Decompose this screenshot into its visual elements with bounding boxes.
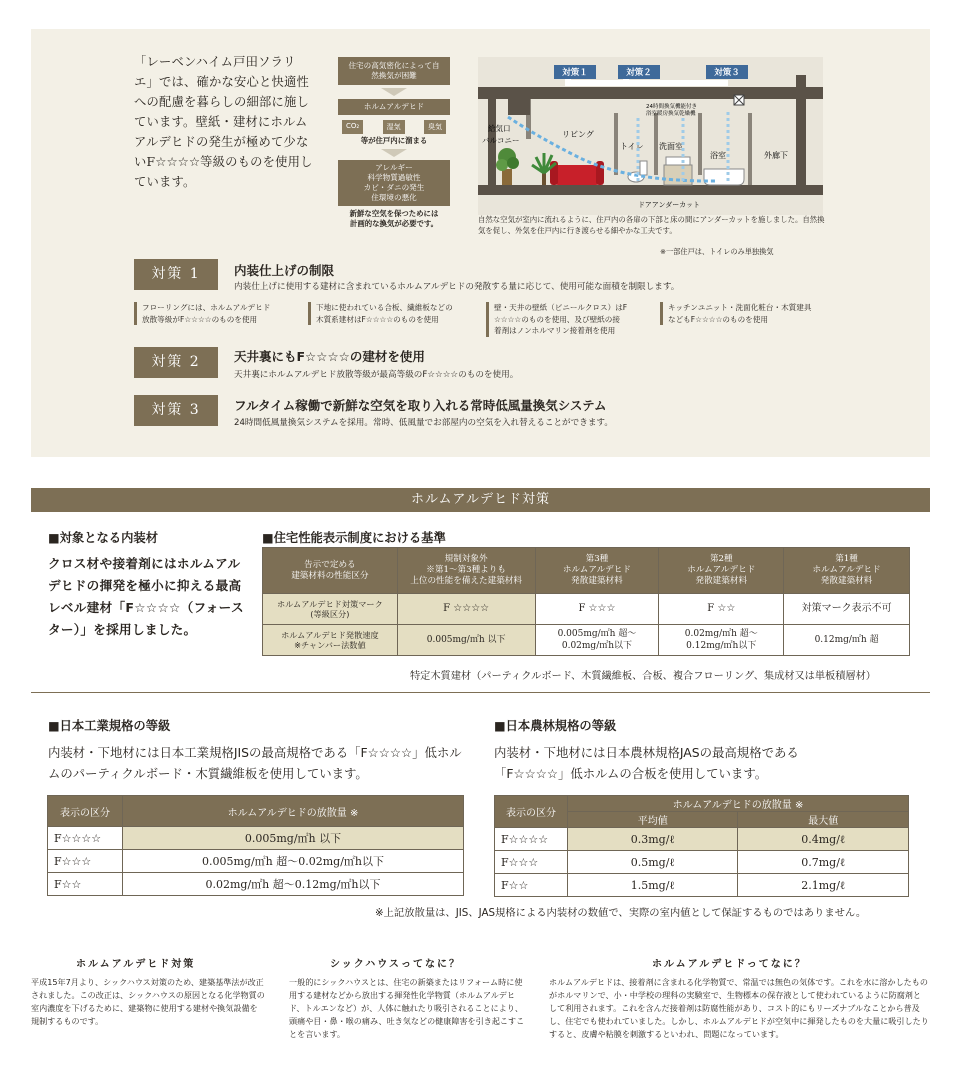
room-living: リビング xyxy=(562,130,594,139)
material-note-flooring: フローリングには、ホルムアルデヒド 放散等級がF☆☆☆☆のものを使用 xyxy=(134,302,302,325)
table-cell: F ☆☆☆☆ xyxy=(397,594,535,625)
table-header: ホルムアルデヒドの放散量 ※ xyxy=(568,796,909,812)
flow-arrow xyxy=(381,88,407,96)
measure-1-title: 内装仕上げの制限 xyxy=(234,263,335,278)
table-header: 第2種 ホルムアルデヒド 発散建築材料 xyxy=(659,548,784,594)
tag-1 xyxy=(554,65,596,79)
room-corridor: 外廊下 xyxy=(764,151,788,160)
table-cell: ホルムアルデヒド発散速度 ※チャンバー法数値 xyxy=(263,625,398,656)
table-header: 平均値 xyxy=(568,812,738,828)
measure-1-desc: 内装仕上げに使用する建材に含まれているホルムアルデヒドの発散する量に応じて、使用可能な面積を制限します。 xyxy=(234,282,680,292)
table-cell: 0.02mg/㎡h 超～ 0.12mg/㎡h以下 xyxy=(659,625,784,656)
floor xyxy=(478,185,823,195)
table-header-row xyxy=(48,796,464,827)
room-washroom: 洗面室 xyxy=(659,142,683,151)
standard-note: 特定木質建材（パーティクルボード、木質繊維板、合板、複合フローリング、集成材又は単板積層材） xyxy=(410,671,876,682)
room-balcony: 給気口 xyxy=(488,124,511,133)
measure-3-title: フルタイム稼働で新鮮な空気を取り入れる常時低風量換気システム xyxy=(234,398,607,413)
table-row xyxy=(263,625,910,656)
measure-1-badge: 対策 1 xyxy=(134,259,218,290)
flow-box-airtight: 住宅の高気密化によって自然換気が困難 xyxy=(338,57,450,85)
table-row xyxy=(48,873,464,896)
flow-text-accumulate: 等が住戸内に溜まる xyxy=(360,136,428,145)
table-cell: 0.3mg/ℓ xyxy=(568,828,738,851)
diagram-caption: 自然な空気が室内に流れるように、住戸内の各扉の下部と床の間にアンダーカットを施しました。自然換気を促し、外気を住戸内に行き渡らせる細やかな工夫です。 xyxy=(478,215,825,235)
table-cell: 0.7mg/ℓ xyxy=(738,851,909,874)
table-header: 表示の区分 xyxy=(48,796,123,827)
flow-chips xyxy=(342,120,446,134)
table-cell: F☆☆☆☆ xyxy=(495,828,568,851)
svg-text:バルコニー: バルコニー xyxy=(482,136,520,145)
table-cell: 0.02mg/㎡h 超～0.12mg/㎡h以下 xyxy=(123,873,464,896)
table-cell: 0.005mg/㎡h 以下 xyxy=(123,827,464,850)
material-note-kitchen: キッチンユニット・洗面化粧台・木質建具 などもF☆☆☆☆のものを使用 xyxy=(660,302,838,325)
jis-heading: ■日本工業規格の等級 xyxy=(48,719,171,733)
footer-text-1: 平成15年7月より、シックハウス対策のため、建築基準法が改正されました。この改正は、シックハウスの原因となる化学物質の室内濃度を下げるために、建築物に使用する建材や換気設備を規制するものです。 xyxy=(31,977,265,1026)
fan-label-2: 浴室暖房換気乾燥機 xyxy=(646,111,696,117)
flow-arrow xyxy=(381,149,407,157)
table-cell: 0.005mg/㎡h 超～0.02mg/㎡h以下 xyxy=(123,850,464,873)
tag-3 xyxy=(706,65,748,79)
fan-label-1: 24時間換気機能付き xyxy=(646,104,697,110)
measure-3-desc: 24時間低風量換気システムを採用。常時、低風量でお部屋内の空気を入れ替えることができます。 xyxy=(234,418,613,428)
ventilation-diagram xyxy=(478,57,823,215)
measure-2-badge: 対策 2 xyxy=(134,347,218,378)
table-header-row xyxy=(495,796,909,812)
table-cell: F ☆☆☆ xyxy=(535,594,659,625)
footer-text-3: ホルムアルデヒドは、接着剤に含まれる化学物質で、常温では無色の気体です。これを水に溶かしたものがホルマリンで、小・中学校の理科の実験室で、生物標本の保存液として使われているように防腐剤として利用されます。これを含んだ接着剤は防腐性能があり、コスト的にもリーズナブルなことから普及し、住宅でも使われていました。しかし、ホルムアルデヒドが空気中に揮発したものを大量に吸引したりすると、皮膚や粘膜を刺激するといわれ、問題になっています。 xyxy=(549,977,929,1039)
flow-text-need: 新鮮な空気を保つためには 計画的な換気が必要です。 xyxy=(349,209,439,228)
table-cell: F☆☆ xyxy=(48,873,123,896)
table-row xyxy=(495,828,909,851)
table-cell: 対策マーク表示不可 xyxy=(784,594,910,625)
table-header: 告示で定める 建築材料の性能区分 xyxy=(263,548,398,594)
flow-box-effects: アレルギー 科学物質過敏性 カビ・ダニの発生 住環境の悪化 xyxy=(338,160,450,206)
table-row xyxy=(495,874,909,897)
bathtub-icon xyxy=(704,169,744,185)
table-header: 第1種 ホルムアルデヒド 発散建築材料 xyxy=(784,548,910,594)
table-row xyxy=(48,827,464,850)
measure-2-desc: 天井裏にホルムアルデヒド放散等級が最高等級のF☆☆☆☆のものを使用。 xyxy=(234,370,519,380)
table-header-row xyxy=(263,548,910,594)
chip-humidity: 湿気 xyxy=(383,120,405,134)
table-cell: 0.12mg/㎡h 超 xyxy=(784,625,910,656)
room-bath: 浴室 xyxy=(710,151,726,160)
jis-text: 内装材・下地材には日本工業規格JISの最高規格である「F☆☆☆☆」低ホルムのパーティクルボード・木質繊維板を使用しています。 xyxy=(48,745,462,781)
materials-heading: ■対象となる内装材 xyxy=(48,531,158,545)
jas-table xyxy=(494,795,909,897)
svg-text:対策３: 対策３ xyxy=(714,68,740,78)
table-header: 第3種 ホルムアルデヒド 発散建築材料 xyxy=(535,548,659,594)
table-cell: 0.005mg/㎡h 以下 xyxy=(397,625,535,656)
table-cell: 2.1mg/ℓ xyxy=(738,874,909,897)
jas-heading: ■日本農林規格の等級 xyxy=(494,719,617,733)
table-cell: F☆☆☆☆ xyxy=(48,827,123,850)
footnote: ※上記放散量は、JIS、JAS規格による内装材の数値で、実際の室内値として保証するものではありません。 xyxy=(375,907,867,919)
divider xyxy=(31,692,930,693)
material-note-wallpaper: 壁・天井の壁紙（ビニールクロス）はF ☆☆☆☆のものを使用、及び壁紙の接 着剤はノンホルマリン接着剤を使用 xyxy=(486,302,654,337)
flow-box-formaldehyde: ホルムアルデヒド xyxy=(338,99,450,115)
table-header: ホルムアルデヒドの放散量 ※ xyxy=(123,796,464,827)
jas-text: 内装材・下地材には日本農林規格JASの最高規格である「F☆☆☆☆」低ホルムの合板を使用しています。 xyxy=(494,745,799,781)
table-row xyxy=(495,851,909,874)
measure-2-title: 天井裏にもF☆☆☆☆の建材を使用 xyxy=(234,349,425,364)
chip-co2: CO₂ xyxy=(342,120,363,134)
standard-heading: ■住宅性能表示制度における基準 xyxy=(262,531,446,545)
intro-text: 「レーベンハイム戸田ソラリエ」では、確かな安心と快適性への配慮を暮らしの細部に施しています。壁紙・建材にホルムアルデヒドの発生が極めて少ないF☆☆☆☆等級のものを使用しています。 xyxy=(134,55,313,189)
table-cell: F ☆☆ xyxy=(659,594,784,625)
table-row xyxy=(48,850,464,873)
measure-3-badge: 対策 3 xyxy=(134,395,218,426)
cause-flow xyxy=(338,57,450,229)
undercut-label: ドアアンダーカット xyxy=(638,201,701,209)
table-cell: 0.005mg/㎡h 超～ 0.02mg/㎡h以下 xyxy=(535,625,659,656)
footer-text-2: 一般的にシックハウスとは、住宅の新築またはリフォーム時に使用する建材などから放出する揮発性化学物質（ホルムアルデヒド、トルエンなど）が、人体に触れたり吸引されることにより、頭痛や目・鼻・喉の痛み、吐き気などの健康障害を引き起こすことを言います。 xyxy=(289,977,525,1039)
table-cell: ホルムアルデヒド対策マーク (等級区分) xyxy=(263,594,398,625)
svg-text:対策１: 対策１ xyxy=(562,68,588,78)
tag-2 xyxy=(618,65,660,79)
room-toilet: トイレ xyxy=(620,142,644,151)
table-cell: 0.4mg/ℓ xyxy=(738,828,909,851)
table-cell: 0.5mg/ℓ xyxy=(568,851,738,874)
jis-table xyxy=(47,795,464,896)
table-cell: 1.5mg/ℓ xyxy=(568,874,738,897)
table-header: 表示の区分 xyxy=(495,796,568,828)
svg-text:対策２: 対策２ xyxy=(626,68,652,78)
table-header: 規制対象外 ※第1～第3種よりも 上位の性能を備えた建築材料 xyxy=(397,548,535,594)
footer-title-1: ホルムアルデヒド対策 xyxy=(76,959,196,970)
footer-title-3: ホルムアルデヒドってなに？ xyxy=(652,959,807,970)
table-row xyxy=(263,594,910,625)
materials-text: クロス材や接着剤にはホルムアルデヒドの揮発を極小に抑える最高レベル建材「F☆☆☆☆（フォースター）」を採用しました。 xyxy=(48,556,244,637)
table-cell: F☆☆☆ xyxy=(495,851,568,874)
footer-title-2: シックハウスってなに？ xyxy=(330,959,461,970)
material-note-substrate: 下地に使われている合板、繊維板などの 木質系建材はF☆☆☆☆のものを使用 xyxy=(308,302,480,325)
table-header: 最大値 xyxy=(738,812,909,828)
section-banner: ホルムアルデヒド対策 xyxy=(31,488,930,512)
chip-odor: 臭気 xyxy=(424,120,446,134)
table-cell: F☆☆☆ xyxy=(48,850,123,873)
standard-table xyxy=(262,547,910,656)
diagram-note: ※一部住戸は、トイレのみ単独換気 xyxy=(660,247,774,256)
table-cell: F☆☆ xyxy=(495,874,568,897)
